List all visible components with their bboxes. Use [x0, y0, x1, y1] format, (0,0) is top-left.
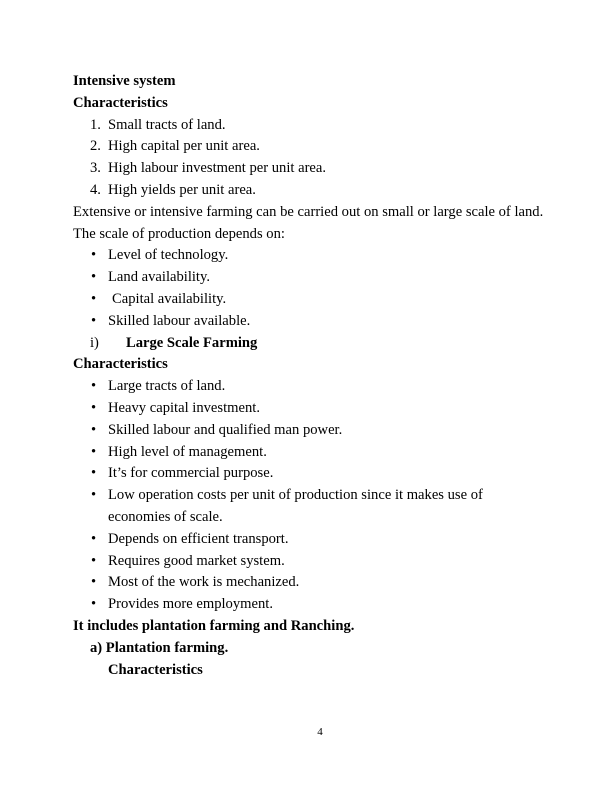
- list-text: Skilled labour available.: [108, 312, 251, 329]
- list-text: Most of the work is mechanized.: [108, 574, 300, 591]
- list-item: [73, 115, 553, 137]
- list-marker: i): [90, 334, 99, 351]
- list-text: Requires good market system.: [108, 552, 285, 569]
- list-text: High capital per unit area.: [108, 138, 260, 155]
- list-marker: 2.: [90, 138, 101, 155]
- list-item: [73, 376, 553, 398]
- list-text: Level of technology.: [108, 247, 229, 264]
- subheading: Characteristics: [108, 661, 203, 678]
- bullet-list: [73, 245, 553, 332]
- list-text: High level of management.: [108, 443, 267, 460]
- list-text: Capital availability.: [112, 290, 227, 307]
- bullet-icon: •: [91, 421, 97, 438]
- bullet-icon: •: [91, 465, 97, 482]
- bullet-icon: •: [91, 399, 97, 416]
- paragraph: Extensive or intensive farming can be carried out on small or large scale of land.: [73, 203, 544, 220]
- document-body: [73, 71, 553, 681]
- list-item: [73, 485, 533, 529]
- list-item: [73, 529, 553, 551]
- bullet-icon: •: [91, 247, 97, 264]
- numbered-list: [73, 115, 553, 202]
- section-title: Large Scale Farming: [126, 334, 258, 351]
- list-text: Small tracts of land.: [108, 116, 226, 133]
- bullet-icon: •: [91, 530, 97, 547]
- list-item: [73, 463, 553, 485]
- bullet-icon: •: [91, 596, 97, 613]
- bullet-icon: •: [91, 487, 97, 504]
- list-item: [73, 245, 553, 267]
- bullet-icon: •: [91, 312, 97, 329]
- page-number: 4: [317, 726, 323, 738]
- bullet-icon: •: [91, 378, 97, 395]
- bullet-icon: •: [91, 269, 97, 286]
- list-item: [73, 180, 553, 202]
- section-heading-large-scale: [73, 333, 553, 355]
- list-item: [73, 311, 553, 333]
- list-text: High yields per unit area.: [108, 181, 256, 198]
- list-item: [73, 398, 553, 420]
- paragraph-bold: It includes plantation farming and Ranching.: [73, 617, 355, 634]
- list-item: [73, 289, 553, 311]
- list-item: [73, 420, 553, 442]
- section-heading: Intensive system: [73, 73, 176, 89]
- list-item: [73, 551, 553, 573]
- list-text: Land availability.: [108, 269, 210, 286]
- list-item: [73, 442, 553, 464]
- list-text: High labour investment per unit area.: [108, 160, 327, 177]
- subheading: Characteristics: [73, 94, 168, 111]
- list-text: Low operation costs per unit of production since it makes use of economies of scale.: [108, 487, 483, 525]
- list-marker: 3.: [90, 160, 101, 177]
- list-item: [73, 572, 553, 594]
- list-item: [73, 267, 553, 289]
- list-text: It’s for commercial purpose.: [108, 465, 274, 482]
- subheading: Characteristics: [73, 356, 168, 373]
- paragraph: The scale of production depends on:: [73, 225, 285, 242]
- list-item: [73, 594, 553, 616]
- list-marker: 4.: [90, 181, 101, 198]
- list-text: Provides more employment.: [108, 596, 273, 613]
- list-text: Depends on efficient transport.: [108, 530, 289, 547]
- bullet-icon: •: [91, 574, 97, 591]
- list-marker: 1.: [90, 116, 101, 133]
- bullet-icon: •: [91, 290, 97, 307]
- subsection-heading: a) Plantation farming.: [90, 639, 229, 656]
- bullet-list: [73, 376, 553, 616]
- list-text: Skilled labour and qualified man power.: [108, 421, 343, 438]
- list-text: Large tracts of land.: [108, 378, 226, 395]
- bullet-icon: •: [91, 443, 97, 460]
- list-text: Heavy capital investment.: [108, 399, 260, 416]
- list-item: [73, 136, 553, 158]
- list-item: [73, 158, 553, 180]
- bullet-icon: •: [91, 552, 97, 569]
